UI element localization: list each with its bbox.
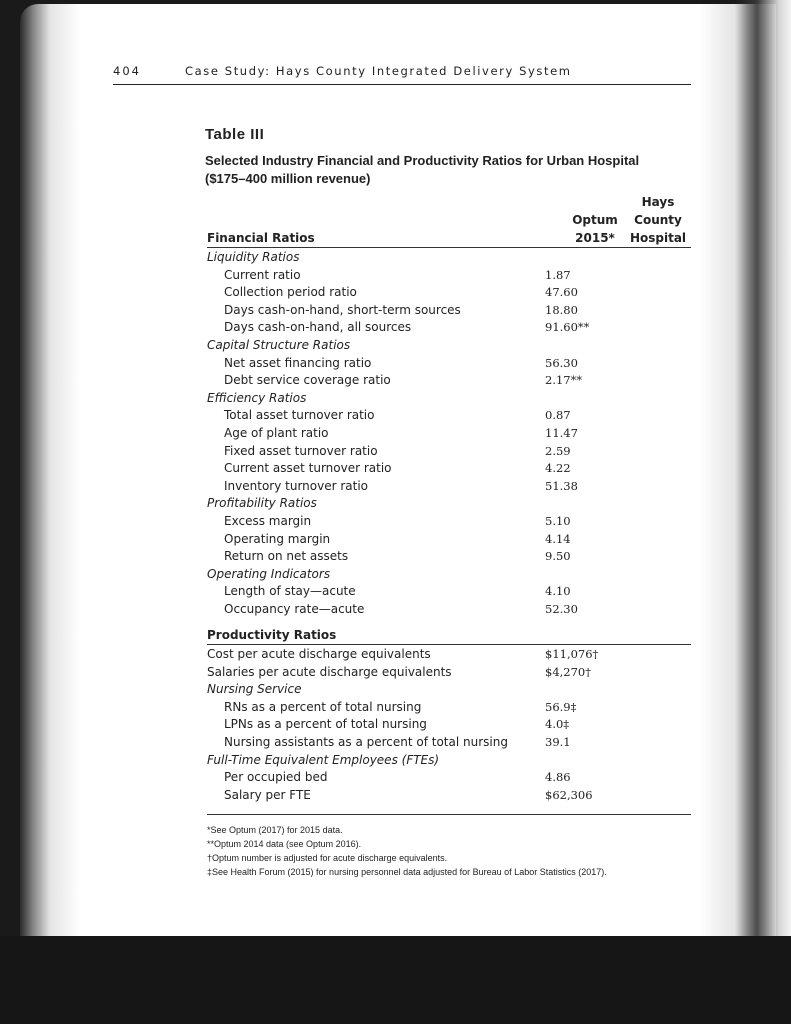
row-label: Salaries per acute discharge equivalents [207, 664, 452, 679]
table-label: Table III [205, 126, 265, 143]
table-row [207, 301, 691, 319]
optum-value: $4,270† [545, 664, 591, 679]
row-label: Current asset turnover ratio [224, 461, 392, 476]
row-label: Inventory turnover ratio [224, 478, 369, 493]
optum-value: $11,076† [545, 647, 599, 661]
table-caption [205, 152, 675, 188]
page-number: 404 [113, 64, 141, 78]
table-caption-line-2: ($175–400 million revenue) [205, 171, 371, 186]
scanner-background [0, 936, 791, 1024]
table-group-heading [207, 248, 691, 266]
optum-value: 56.9‡ [545, 699, 577, 714]
table-group-heading [207, 336, 691, 354]
table-caption-line-1: Selected Industry Financial and Productivity Ratios for Urban Hospital [205, 153, 640, 168]
row-label: Liquidity Ratios [207, 250, 300, 264]
row-label: Length of stay—acute [224, 584, 356, 599]
running-header-title: Case Study: Hays County Integrated Delivery System [185, 64, 572, 78]
scan-shadow [735, 0, 791, 940]
table-row [207, 371, 691, 389]
row-label: Collection period ratio [224, 285, 357, 300]
optum-value: 11.47 [545, 426, 578, 440]
productivity-ratios-header [207, 626, 691, 644]
row-label: Fixed asset turnover ratio [224, 443, 378, 458]
table-row [207, 786, 691, 804]
row-label: Days cash-on-hand, all sources [224, 320, 412, 335]
table-row [207, 547, 691, 565]
row-label: Salary per FTE [224, 787, 311, 802]
table-row [207, 266, 691, 284]
table-bottom-rule [207, 814, 691, 815]
table-row [207, 354, 691, 372]
row-label: Debt service coverage ratio [224, 373, 391, 388]
table-row [207, 645, 691, 663]
row-label: LPNs as a percent of total nursing [224, 717, 427, 732]
table-group-heading [207, 389, 691, 407]
table-row [207, 424, 691, 442]
row-label: Excess margin [224, 514, 312, 528]
row-label: Capital Structure Ratios [207, 338, 351, 352]
table-row [207, 768, 691, 786]
optum-value: 2.59 [545, 443, 571, 458]
optum-value: 1.87 [545, 267, 571, 282]
optum-value: 4.22 [545, 461, 571, 476]
table-row [207, 582, 691, 600]
row-label: RNs as a percent of total nursing [224, 699, 422, 714]
optum-value: 47.60 [545, 285, 578, 300]
table-row [207, 406, 691, 424]
row-label: Full-Time Equivalent Employees (FTEs) [207, 752, 440, 767]
optum-value: 4.10 [545, 584, 571, 599]
optum-value: 52.30 [545, 602, 578, 616]
table-row [207, 715, 691, 733]
table-row [207, 512, 691, 530]
table-note: †Optum number is adjusted for acute discharge equivalents. [207, 853, 448, 863]
table-note: **Optum 2014 data (see Optum 2016). [207, 839, 362, 849]
table-notes [207, 823, 607, 879]
optum-value: 51.38 [545, 478, 578, 493]
column-header-optum-line-2: 2015* [575, 231, 615, 245]
optum-value: $62,306 [545, 787, 593, 802]
optum-value: 9.50 [545, 549, 571, 564]
optum-value: 2.17** [545, 373, 583, 388]
row-label: Total asset turnover ratio [224, 408, 375, 423]
optum-value: 56.30 [545, 355, 578, 370]
optum-value: 4.14 [545, 531, 571, 546]
productivity-ratios-header-label: Productivity Ratios [207, 628, 337, 642]
row-label: Age of plant ratio [224, 426, 329, 440]
table-row [207, 318, 691, 336]
optum-value: 91.60** [545, 320, 590, 335]
row-label: Efficiency Ratios [207, 390, 307, 405]
optum-value: 4.86 [545, 770, 571, 785]
optum-value: 5.10 [545, 514, 571, 528]
table-note: *See Optum (2017) for 2015 data. [207, 825, 343, 835]
column-header-hays-line-3: Hospital [629, 231, 687, 245]
table-row [207, 733, 691, 751]
row-label: Cost per acute discharge equivalents [207, 647, 431, 661]
optum-value: 39.1 [545, 735, 571, 749]
table-row [207, 663, 691, 681]
row-label: Nursing assistants as a percent of total nursing [224, 735, 508, 749]
table-row [207, 283, 691, 301]
optum-value: 4.0‡ [545, 717, 570, 732]
row-label: Days cash-on-hand, short-term sources [224, 302, 461, 317]
financial-ratios-header [207, 229, 691, 247]
row-label: Return on net assets [224, 549, 349, 564]
table-group-heading [207, 680, 691, 698]
table-row [207, 530, 691, 548]
column-header-optum-line-1: Optum [572, 213, 618, 227]
running-header [113, 62, 691, 85]
column-header-hays-line-2: County [634, 213, 682, 227]
table-row [207, 459, 691, 477]
table-group-heading [207, 565, 691, 583]
row-label: Current ratio [224, 267, 301, 282]
row-label: Operating margin [224, 531, 331, 546]
optum-value: 0.87 [545, 408, 571, 423]
row-label: Profitability Ratios [207, 496, 317, 511]
financial-ratios-header-label: Financial Ratios [207, 231, 315, 245]
table-row [207, 477, 691, 495]
table-group-heading [207, 494, 691, 512]
table-note: ‡See Health Forum (2015) for nursing personnel data adjusted for Bureau of Labor Statistics (2017). [207, 867, 607, 877]
column-header-hays-line-1: Hays [641, 195, 675, 209]
row-label: Per occupied bed [224, 770, 328, 785]
table-row [207, 698, 691, 716]
optum-value: 18.80 [545, 302, 578, 317]
table-group-heading [207, 751, 691, 769]
row-label: Net asset financing ratio [224, 355, 372, 370]
row-label: Operating Indicators [207, 566, 331, 581]
table-row [207, 442, 691, 460]
row-label: Nursing Service [207, 682, 302, 697]
row-label: Occupancy rate—acute [224, 602, 365, 616]
table-row [207, 600, 691, 618]
